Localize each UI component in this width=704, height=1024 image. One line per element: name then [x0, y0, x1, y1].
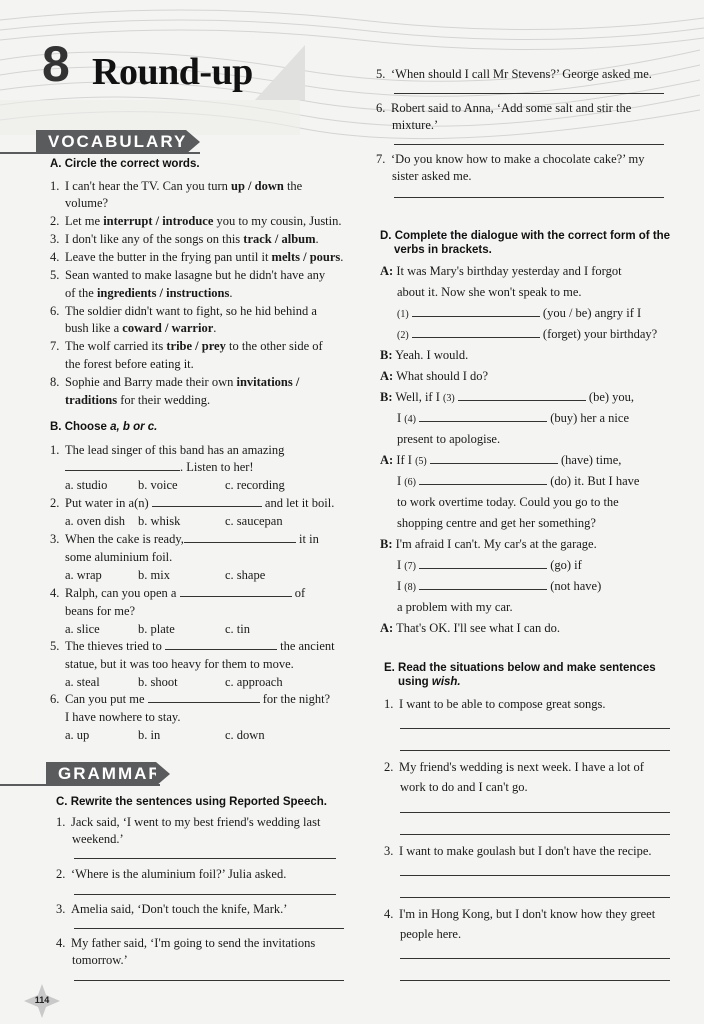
vocabulary-heading: VOCABULARY [36, 130, 186, 154]
grammar-e-item-2: 2. My friend's wedding is next week. I have a lot of [384, 760, 644, 774]
option-a[interactable]: a. studio [65, 478, 108, 492]
vocab-b-item-3-line2: some aluminium foil. [65, 550, 173, 564]
dialogue-b3-cont: a problem with my car. [397, 600, 513, 614]
answer-blank[interactable] [419, 410, 547, 422]
vocab-b-item-4-line2: beans for me? [65, 604, 136, 618]
section-b-instruction: B. Choose a, b or c. [50, 421, 158, 433]
answer-line[interactable] [394, 144, 664, 145]
answer-line[interactable] [74, 928, 344, 929]
option-c[interactable]: c. shape [225, 568, 266, 582]
grammar-heading: GRAMMAR [46, 762, 156, 786]
vocab-b-item-4: 4. Ralph, can you open a of [50, 586, 306, 600]
vocab-a-item-1: 1. I can't hear the TV. Can you turn up / down the [50, 179, 303, 193]
answer-blank[interactable] [430, 452, 558, 464]
gap-2: (2) (forget) your birthday? [397, 327, 658, 341]
option-b[interactable]: b. shoot [138, 675, 178, 689]
answer-line[interactable] [74, 894, 336, 895]
vocab-a-item-6-cont: bush like a coward / warrior. [65, 321, 217, 335]
answer-blank[interactable] [419, 473, 547, 485]
gap-4: I (4) (buy) her a nice [397, 411, 629, 425]
answer-line[interactable] [400, 750, 670, 751]
option-c[interactable]: c. tin [225, 622, 250, 636]
dialogue-b2-cont: present to apologise. [397, 432, 501, 446]
gap-1: (1) (you / be) angry if I [397, 306, 642, 320]
section-e-instruction-line1: E. Read the situations below and make sentences [384, 662, 656, 674]
grammar-c-item-3: 3. Amelia said, ‘Don't touch the knife, Mark.’ [56, 902, 288, 916]
option-c[interactable]: c. approach [225, 675, 283, 689]
answer-line[interactable] [74, 980, 344, 981]
vocab-a-item-4: 4. Leave the butter in the frying pan until it melts / pours. [50, 250, 344, 264]
answer-line[interactable] [400, 728, 670, 729]
grammar-c-item-7: 7. ‘Do you know how to make a chocolate cake?’ my [376, 152, 645, 166]
grammar-e-item-4-cont: people here. [400, 927, 462, 941]
vocab-b-item-5: 5. The thieves tried to the ancient [50, 639, 335, 653]
vocab-b-item-6-line2: I have nowhere to stay. [65, 710, 181, 724]
vocab-b-item-1: 1. The lead singer of this band has an amazing [50, 443, 285, 457]
vocab-a-item-2: 2. Let me interrupt / introduce you to my cousin, Justin. [50, 214, 342, 228]
vocab-a-item-8: 8. Sophie and Barry made their own invitations / [50, 375, 300, 389]
answer-blank[interactable] [65, 459, 180, 471]
grammar-c-item-5: 5. ‘When should I call Mr Stevens?’ George asked me. [376, 67, 652, 81]
dialogue-a1-cont: about it. Now she won't speak to me. [397, 285, 582, 299]
vocab-a-item-3: 3. I don't like any of the songs on this track / album. [50, 232, 319, 246]
answer-blank[interactable] [184, 531, 296, 543]
answer-line[interactable] [400, 812, 670, 813]
gap-6: I (6) (do) it. But I have [397, 474, 640, 488]
dialogue-a1: A: It was Mary's birthday yesterday and I forgot [380, 264, 622, 278]
option-a[interactable]: a. steal [65, 675, 100, 689]
grammar-e-item-3: 3. I want to make goulash but I don't have the recipe. [384, 844, 652, 858]
vocab-a-item-7-cont: the forest before eating it. [65, 357, 194, 371]
dialogue-b1: B: Yeah. I would. [380, 348, 469, 362]
vocab-a-item-6: 6. The soldier didn't want to fight, so he hid behind a [50, 304, 317, 318]
option-b[interactable]: b. in [138, 728, 161, 742]
section-a-instruction: A. Circle the correct words. [50, 158, 200, 170]
dialogue-b3: B: I'm afraid I can't. My car's at the garage. [380, 537, 597, 551]
section-e-instruction-line2: using wish. [398, 676, 461, 688]
unit-number: 8 [42, 36, 70, 92]
grammar-c-item-6-cont: mixture.’ [392, 118, 439, 132]
vocab-a-item-5: 5. Sean wanted to make lasagne but he didn't have any [50, 268, 326, 282]
answer-line[interactable] [74, 858, 336, 859]
section-d-instruction-line1: D. Complete the dialogue with the correct form of the [380, 230, 671, 242]
vocab-b-item-1-line2: . Listen to her! [65, 459, 254, 476]
option-b[interactable]: b. mix [138, 568, 170, 582]
grammar-c-item-7-cont: sister asked me. [392, 169, 472, 183]
answer-line[interactable] [400, 897, 670, 898]
grammar-c-item-1-cont: weekend.’ [72, 832, 124, 846]
vocab-a-item-8-cont: traditions for their wedding. [65, 393, 211, 407]
answer-blank[interactable] [458, 389, 586, 401]
dialogue-a2: A: What should I do? [380, 369, 489, 383]
vocab-b-item-6: 6. Can you put me for the night? [50, 692, 331, 706]
answer-blank[interactable] [412, 305, 540, 317]
grammar-c-item-4: 4. My father said, ‘I'm going to send the invitations [56, 936, 316, 950]
vocab-a-item-7: 7. The wolf carried its tribe / prey to the other side of [50, 339, 323, 353]
vocab-b-item-5-line2: statue, but it was too heavy for them to move. [65, 657, 294, 671]
gap-8: I (8) (not have) [397, 579, 602, 593]
option-a[interactable]: a. up [65, 728, 90, 742]
answer-blank[interactable] [152, 495, 262, 507]
answer-line[interactable] [400, 834, 670, 835]
vocab-b-item-2: 2. Put water in a(n) and let it boil. [50, 496, 335, 510]
option-b[interactable]: b. plate [138, 622, 175, 636]
option-a[interactable]: a. wrap [65, 568, 102, 582]
page-number: 114 [34, 995, 50, 1005]
grammar-c-item-4-cont: tomorrow.’ [72, 953, 128, 967]
answer-line[interactable] [394, 93, 664, 94]
vocab-b-item-3: 3. When the cake is ready, it in [50, 532, 319, 546]
option-a[interactable]: a. slice [65, 622, 100, 636]
vocab-a-item-5-cont: of the ingredients / instructions. [65, 286, 233, 300]
title-corner-icon [255, 40, 305, 100]
dialogue-a3-cont2: shopping centre and get her something? [397, 516, 596, 530]
answer-blank[interactable] [419, 557, 547, 569]
answer-line[interactable] [400, 958, 670, 959]
option-c[interactable]: c. saucepan [225, 514, 283, 528]
option-c[interactable]: c. down [225, 728, 265, 742]
grammar-e-item-1: 1. I want to be able to compose great songs. [384, 697, 606, 711]
option-c[interactable]: c. recording [225, 478, 285, 492]
answer-blank[interactable] [165, 638, 277, 650]
answer-line[interactable] [400, 980, 670, 981]
option-b[interactable]: b. voice [138, 478, 178, 492]
dialogue-a3-cont1: to work overtime today. Could you go to the [397, 495, 619, 509]
answer-line[interactable] [400, 875, 670, 876]
dialogue-b2: B: Well, if I (3) (be) you, [380, 390, 635, 404]
option-b[interactable]: b. whisk [138, 514, 181, 528]
answer-blank[interactable] [180, 585, 292, 597]
answer-line[interactable] [394, 197, 664, 198]
gap-7: I (7) (go) if [397, 558, 582, 572]
vocab-a-item-1-cont: volume? [65, 196, 109, 210]
grammar-e-item-2-cont: work to do and I can't go. [400, 780, 528, 794]
grammar-c-item-2: 2. ‘Where is the aluminium foil?’ Julia asked. [56, 867, 287, 881]
option-a[interactable]: a. oven dish [65, 514, 126, 528]
answer-blank[interactable] [412, 326, 540, 338]
answer-blank[interactable] [419, 578, 547, 590]
dialogue-a3: A: If I (5) (have) time, [380, 453, 622, 467]
grammar-c-item-1: 1. Jack said, ‘I went to my best friend's wedding last [56, 815, 321, 829]
dialogue-a4: A: That's OK. I'll see what I can do. [380, 621, 560, 635]
grammar-c-item-6: 6. Robert said to Anna, ‘Add some salt and stir the [376, 101, 632, 115]
answer-blank[interactable] [148, 691, 260, 703]
unit-title: Round-up [92, 51, 253, 93]
grammar-e-item-4: 4. I'm in Hong Kong, but I don't know how they greet [384, 907, 656, 921]
section-c-instruction: C. Rewrite the sentences using Reported Speech. [56, 796, 327, 808]
section-d-instruction-line2: verbs in brackets. [394, 244, 492, 256]
